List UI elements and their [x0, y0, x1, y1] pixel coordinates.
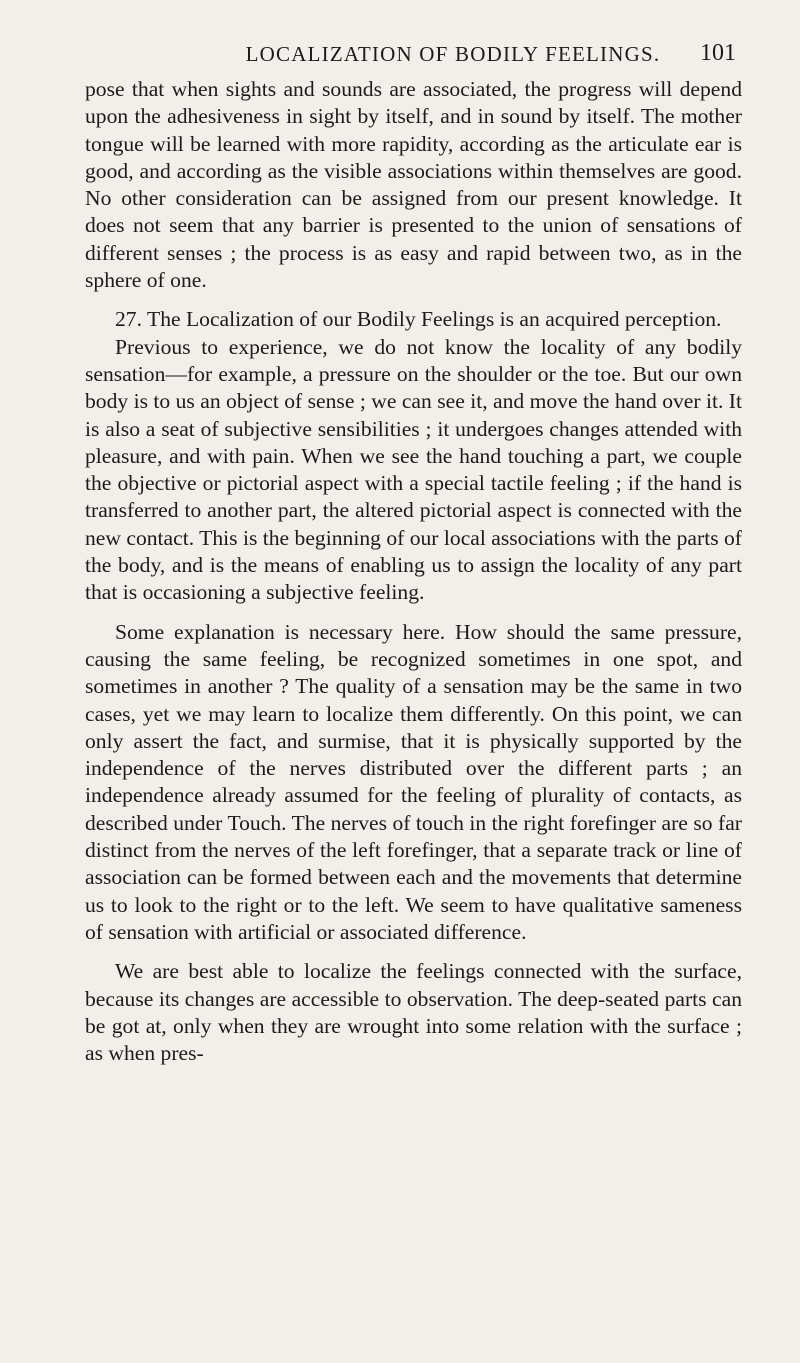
section-heading: 27. The Localization of our Bodily Feelings is an acquired perception.: [115, 307, 722, 332]
page-number: 101: [700, 40, 736, 66]
paragraph: We are best able to localize the feelings connected with the surface, because its changes are accessible to observation. The deep-seated parts can be got at, only when they are wrought into some relation with the surface ; as when pres-: [85, 959, 742, 1066]
running-head: LOCALIZATION OF BODILY FEELINGS.: [245, 42, 661, 66]
paragraph-continued: pose that when sights and sounds are associated, the progress will depend upon the adhesiveness in sight by itself, and in sound by itself. The mother tongue will be learned with more rapidity, according as the articulate ear is good, and according as the visible associations within themselves are good. No other consideration can be assigned from our present knowledge. It does not seem that any barrier is presented to the union of sensations of different senses ; the process is as easy and rapid between two, as in the sphere of one.: [85, 77, 742, 293]
paragraph: Some explanation is necessary here. How should the same pressure, causing the same feeling, be recognized sometimes in one spot, and sometimes in another ? The quality of a sensation may be the same in two cases, yet we may learn to localize them differently. On this point, we can only assert the fact, and surmise, that it is physically supported by the independence of the nerves distributed over the different parts ; an independence already assumed for the feeling of plurality of contacts, as described under Touch. The nerves of touch in the right forefinger are so far distinct from the nerves of the left forefinger, that a separate track or line of association can be formed between each and the movements that determine us to look to the right or to the left. We seem to have qualitative sameness of sensation with artificial or associated difference.: [85, 619, 742, 944]
body-text: [85, 76, 742, 1067]
paragraph: Previous to experience, we do not know the locality of any bodily sensation—for example, a pressure on the shoulder or the toe. But our own body is to us an object of sense ; we can see it, and move the hand over it. It is also a seat of subjective sensibilities ; it undergoes changes attended with pleasure, and with pain. When we see the hand touching a part, we couple the objective or pictorial aspect with a special tactile feeling ; if the hand is transferred to another part, the altered pictorial aspect is connected with the new contact. This is the beginning of our local associations with the parts of the body, and is the means of enabling us to assign the locality of any part that is occasioning a subjective feeling.: [85, 334, 742, 605]
